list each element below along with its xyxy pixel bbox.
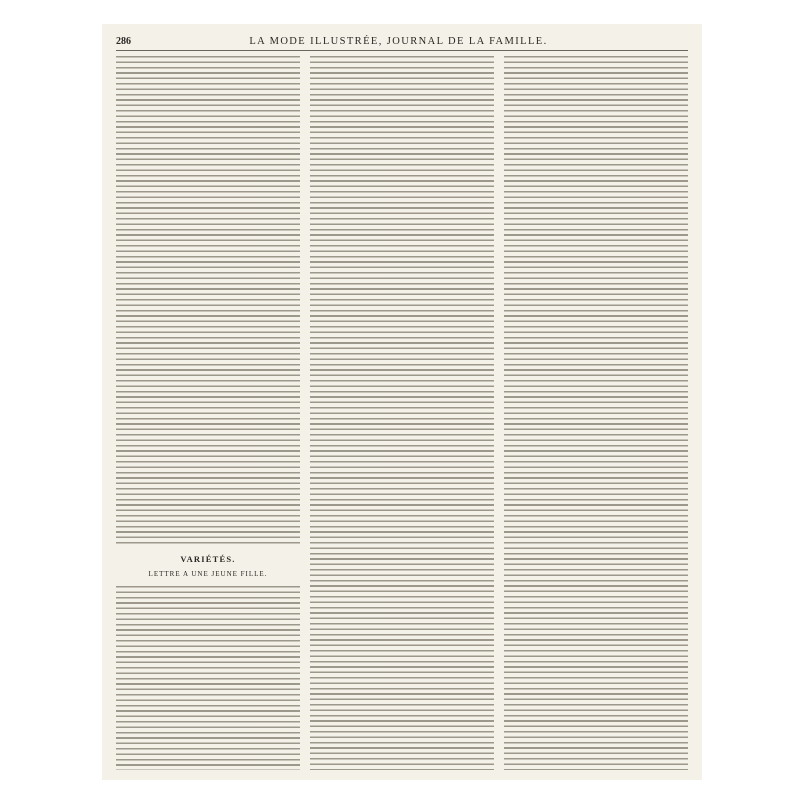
text-block	[116, 56, 300, 546]
column-right	[504, 56, 688, 770]
text-block	[504, 56, 688, 770]
section-subheading: LETTRE A UNE JEUNE FILLE.	[148, 570, 268, 578]
page-number: 286	[116, 35, 131, 47]
running-title: LA MODE ILLUSTRÉE, JOURNAL DE LA FAMILLE.	[249, 35, 548, 47]
text-block	[116, 586, 300, 770]
text-columns	[116, 56, 688, 770]
column-left	[116, 56, 300, 770]
section-heading: VARIÉTÉS.	[180, 554, 236, 564]
journal-page	[102, 24, 702, 780]
text-block	[310, 56, 494, 770]
column-middle	[310, 56, 494, 770]
page-header	[116, 32, 688, 51]
